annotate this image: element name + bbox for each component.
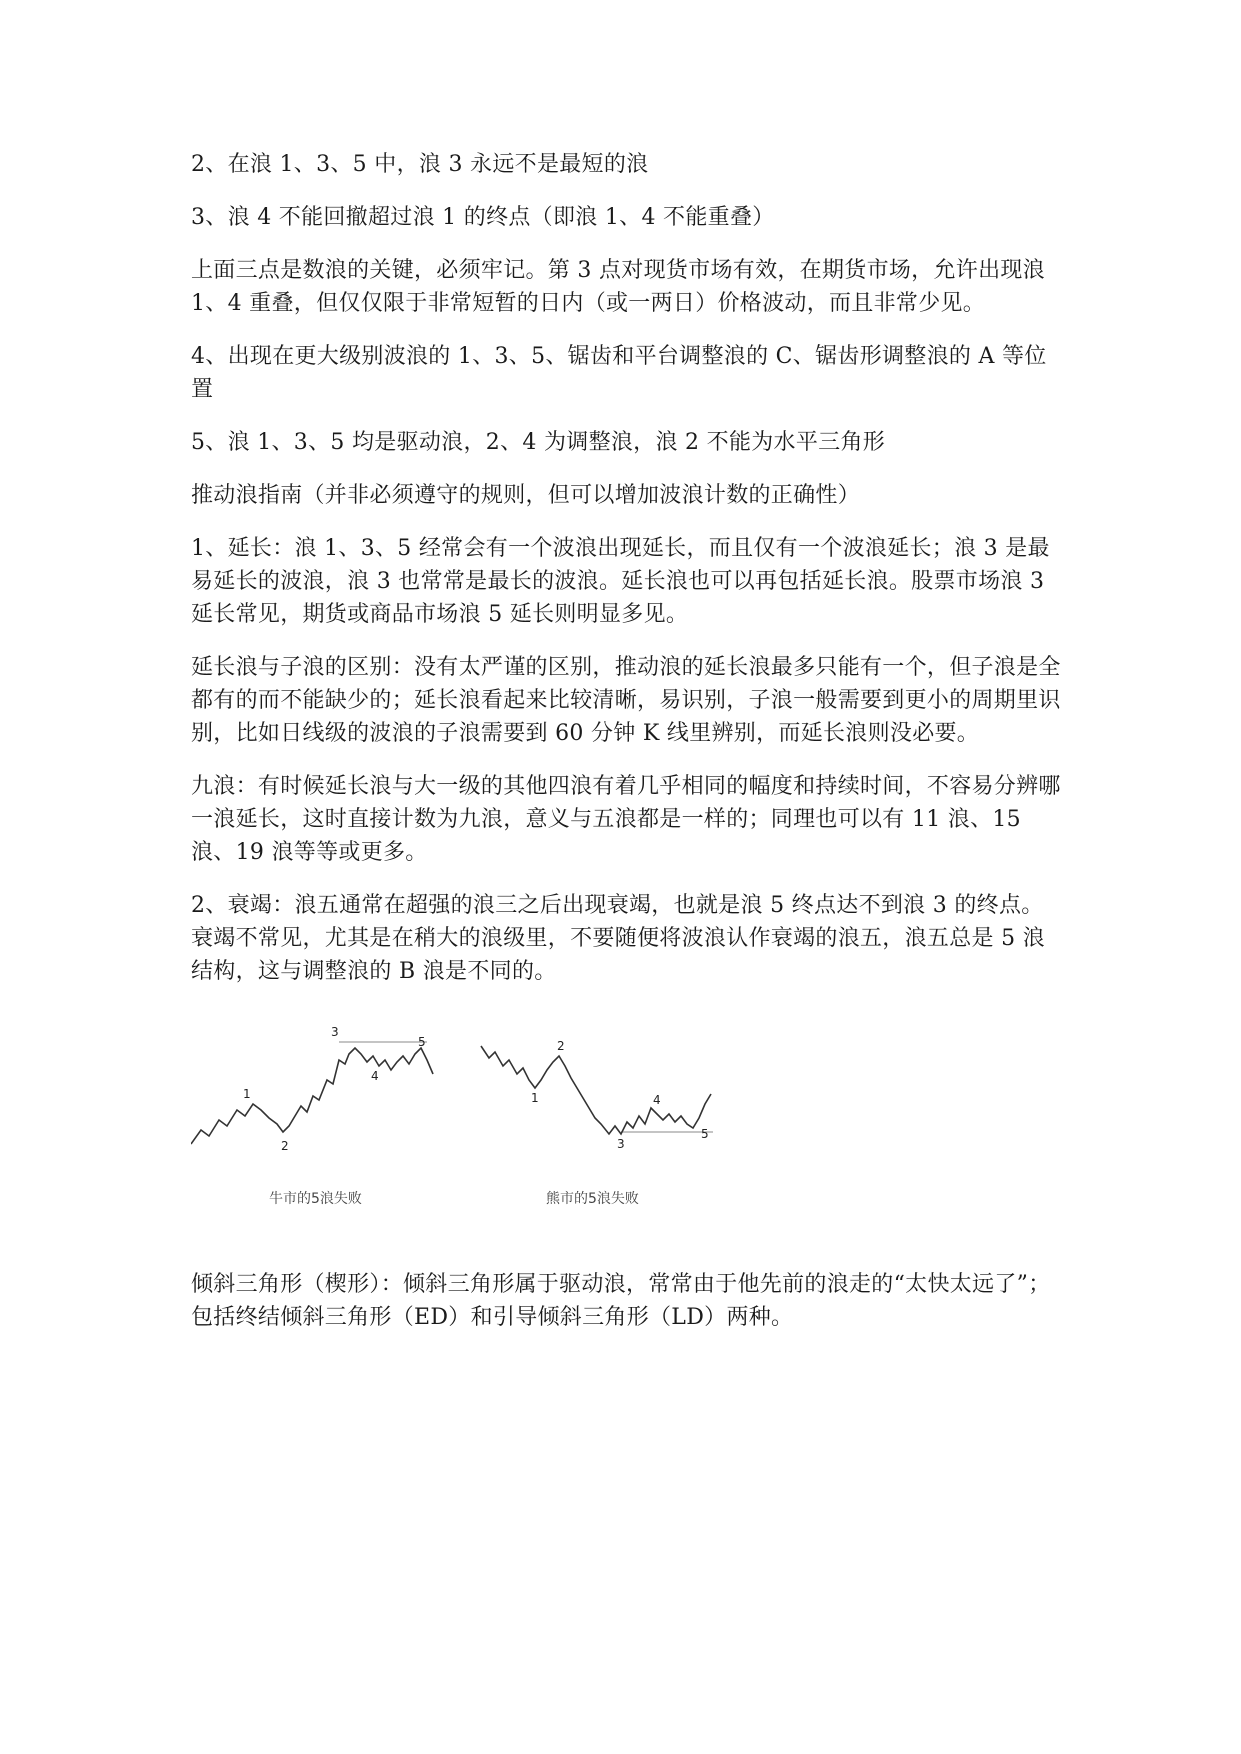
bull-failure-diagram [191,1025,433,1207]
paragraph-truncation: 2、衰竭：浪五通常在超强的浪三之后出现衰竭，也就是浪 5 终点达不到浪 3 的终点。衰竭不常见，尤其是在稍大的浪级里，不要随便将波浪认作衰竭的浪五，浪五总是 5 浪结构，这与调整浪的 B 浪是不同的。 [191,893,1045,984]
paragraph-extension-vs-subwave: 延长浪与子浪的区别：没有太严谨的区别，推动浪的延长浪最多只能有一个，但子浪是全都有的而不能缺少的；延长浪看起来比较清晰，易识别，子浪一般需要到更小的周期里识别，比如日线级的波浪的子浪需要到 60 分钟 K 线里辨别，而延长浪则没必要。 [191,655,1061,746]
bear-label-3: 3 [617,1137,625,1151]
bull-label-4: 4 [371,1069,379,1083]
paragraph-rule-4: 4、出现在更大级别波浪的 1、3、5、锯齿和平台调整浪的 C、锯齿形调整浪的 A 等位置 [191,344,1047,402]
paragraph-rule-3: 3、浪 4 不能回撤超过浪 1 的终点（即浪 1、4 不能重叠） [191,205,775,230]
paragraph-wedge: 倾斜三角形（楔形）：倾斜三角形属于驱动浪，常常由于他先前的浪走的“太快太远了”；包括终结倾斜三角形（ED）和引导倾斜三角形（LD）两种。 [191,1272,1051,1330]
bull-label-1: 1 [243,1087,251,1101]
bear-caption: 熊市的5浪失败 [546,1191,639,1207]
bear-wave-path [481,1046,711,1134]
bull-caption: 牛市的5浪失败 [269,1191,362,1207]
bear-label-2: 2 [557,1039,565,1053]
document-body [191,148,1061,1354]
paragraph-extension: 1、延长：浪 1、3、5 经常会有一个波浪出现延长，而且仅有一个波浪延长；浪 3 是最易延长的波浪，浪 3 也常常是最长的波浪。延长浪也可以再包括延长浪。股票市场浪 3 延长常见，期货或商品市场浪 5 延长则明显多见。 [191,536,1050,627]
bull-label-3: 3 [331,1025,339,1039]
bull-label-5: 5 [418,1035,426,1049]
paragraph-key-points: 上面三点是数浪的关键，必须牢记。第 3 点对现货市场有效，在期货市场，允许出现浪 1、4 重叠，但仅仅限于非常短暂的日内（或一两日）价格波动，而且非常少见。 [191,258,1045,316]
bear-failure-diagram [481,1039,713,1207]
bear-label-5: 5 [701,1127,709,1141]
paragraph-rule-5: 5、浪 1、3、5 均是驱动浪，2、4 为调整浪，浪 2 不能为水平三角形 [191,430,886,455]
bear-label-4: 4 [653,1093,661,1107]
bear-label-1: 1 [531,1091,539,1105]
paragraph-nine-waves: 九浪：有时候延长浪与大一级的其他四浪有着几乎相同的幅度和持续时间，不容易分辨哪一浪延长，这时直接计数为九浪，意义与五浪都是一样的；同理也可以有 11 浪、15 浪、19 浪等等或更多。 [191,774,1061,865]
wave-failure-diagram [191,1008,1061,1238]
paragraph-guideline-heading: 推动浪指南（并非必须遵守的规则，但可以增加波浪计数的正确性） [191,483,861,508]
bull-wave-path [191,1048,433,1144]
paragraph-rule-2: 2、在浪 1、3、5 中，浪 3 永远不是最短的浪 [191,152,649,177]
wave-failure-figure [191,1008,1061,1238]
bull-label-2: 2 [281,1139,289,1153]
